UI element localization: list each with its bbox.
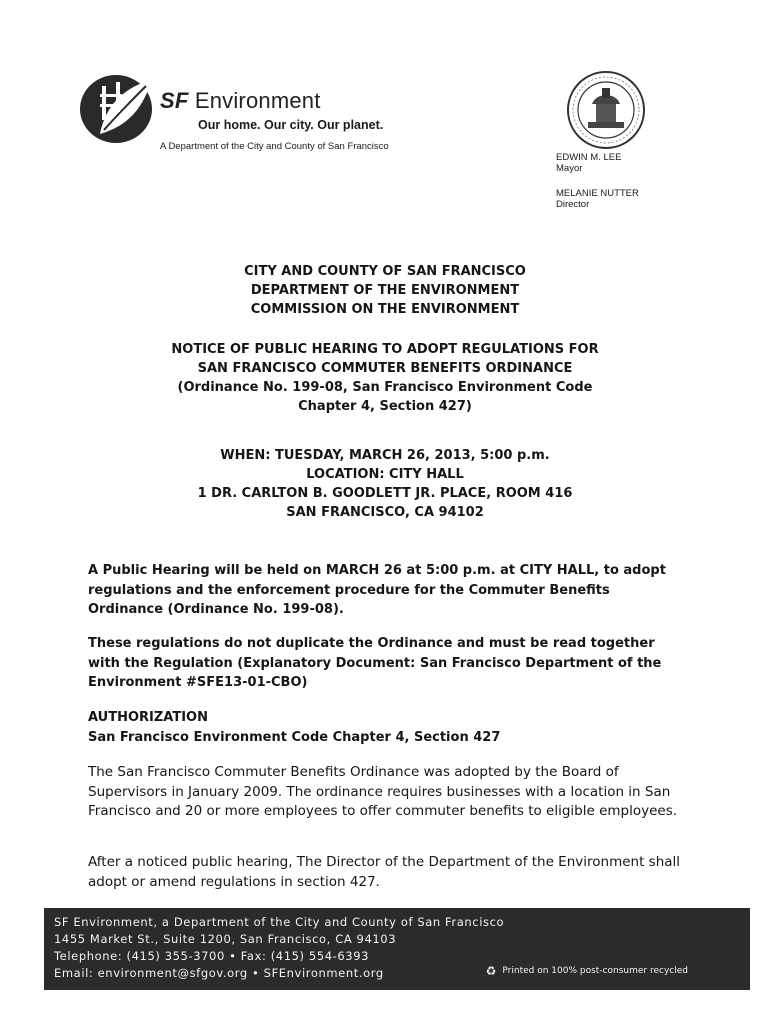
city-seal-icon	[566, 70, 646, 150]
recycled-note	[486, 963, 688, 980]
footer-line-3: Telephone: (415) 355-3700 • Fax: (415) 554-6393	[54, 949, 370, 963]
director-paragraph: After a noticed public hearing, The Director of the Department of the Environment shall adopt or amend regulations in section 427.	[88, 854, 681, 890]
notice-title	[0, 340, 770, 416]
recycle-icon: ♻	[485, 964, 497, 978]
footer-line-1: SF Environment, a Department of the City and County of San Francisco	[54, 915, 505, 929]
location-line: LOCATION: CITY HALL	[306, 467, 464, 482]
header-line-3: COMMISSION ON THE ENVIRONMENT	[250, 302, 520, 317]
director-title: Director	[556, 199, 590, 210]
brand-environment: Environment	[194, 88, 321, 113]
city-line: SAN FRANCISCO, CA 94102	[286, 505, 484, 520]
authorization-title: AUTHORIZATION	[88, 710, 208, 725]
agency-header	[0, 262, 770, 319]
notice-line-1: NOTICE OF PUBLIC HEARING TO ADOPT REGULATIONS FOR	[171, 342, 599, 357]
regulations-paragraph: These regulations do not duplicate the Ordinance and must be read together with the Regulation (Explanatory Document: San Francisco Department of the Environment #SFE13-01-CBO)	[88, 636, 662, 690]
ordinance-paragraph: The San Francisco Commuter Benefits Ordinance was adopted by the Board of Supervisors in January 2009. The ordinance requires businesses with a location in San Francisco and 20 or more employees to offer commuter benefits to eligible employees.	[88, 764, 678, 819]
director-name: MELANIE NUTTER	[556, 188, 639, 199]
authorization-text: San Francisco Environment Code Chapter 4, Section 427	[88, 729, 501, 745]
mayor-name: EDWIN M. LEE	[556, 152, 622, 163]
header-line-2: DEPARTMENT OF THE ENVIRONMENT	[250, 283, 520, 298]
department-line: A Department of the City and County of San Francisco	[160, 141, 389, 152]
notice-line-2: SAN FRANCISCO COMMUTER BENEFITS ORDINANCE	[197, 361, 573, 376]
tagline: Our home. Our city. Our planet.	[198, 118, 384, 132]
header-line-1: CITY AND COUNTY OF SAN FRANCISCO	[244, 264, 526, 279]
mayor-title: Mayor	[556, 163, 583, 174]
officials-block	[556, 152, 639, 210]
footer-line-4: Email: environment@sfgov.org • SFEnvironment.org	[54, 966, 384, 980]
footer-line-2: 1455 Market St., Suite 1200, San Francisco, CA 94103	[54, 932, 397, 946]
notice-line-3: (Ordinance No. 199-08, San Francisco Environment Code	[177, 380, 593, 395]
address-line: 1 DR. CARLTON B. GOODLETT JR. PLACE, ROOM 416	[197, 486, 573, 501]
footer-band	[44, 908, 750, 990]
brand-name	[160, 88, 321, 114]
recycled-text: Printed on 100% post-consumer recycled	[502, 966, 688, 976]
brand-sf: SF	[160, 88, 189, 113]
hearing-details	[0, 446, 770, 522]
authorization-section	[88, 708, 688, 747]
notice-line-4: Chapter 4, Section 427)	[298, 399, 472, 414]
hearing-paragraph: A Public Hearing will be held on MARCH 26 at 5:00 p.m. at CITY HALL, to adopt regulations and the enforcement procedure for the Commuter Benefits Ordinance (Ordinance No. 199-08).	[88, 563, 666, 617]
when-line: WHEN: TUESDAY, MARCH 26, 2013, 5:00 p.m.	[220, 448, 550, 463]
sf-environment-logo-icon	[78, 72, 156, 146]
